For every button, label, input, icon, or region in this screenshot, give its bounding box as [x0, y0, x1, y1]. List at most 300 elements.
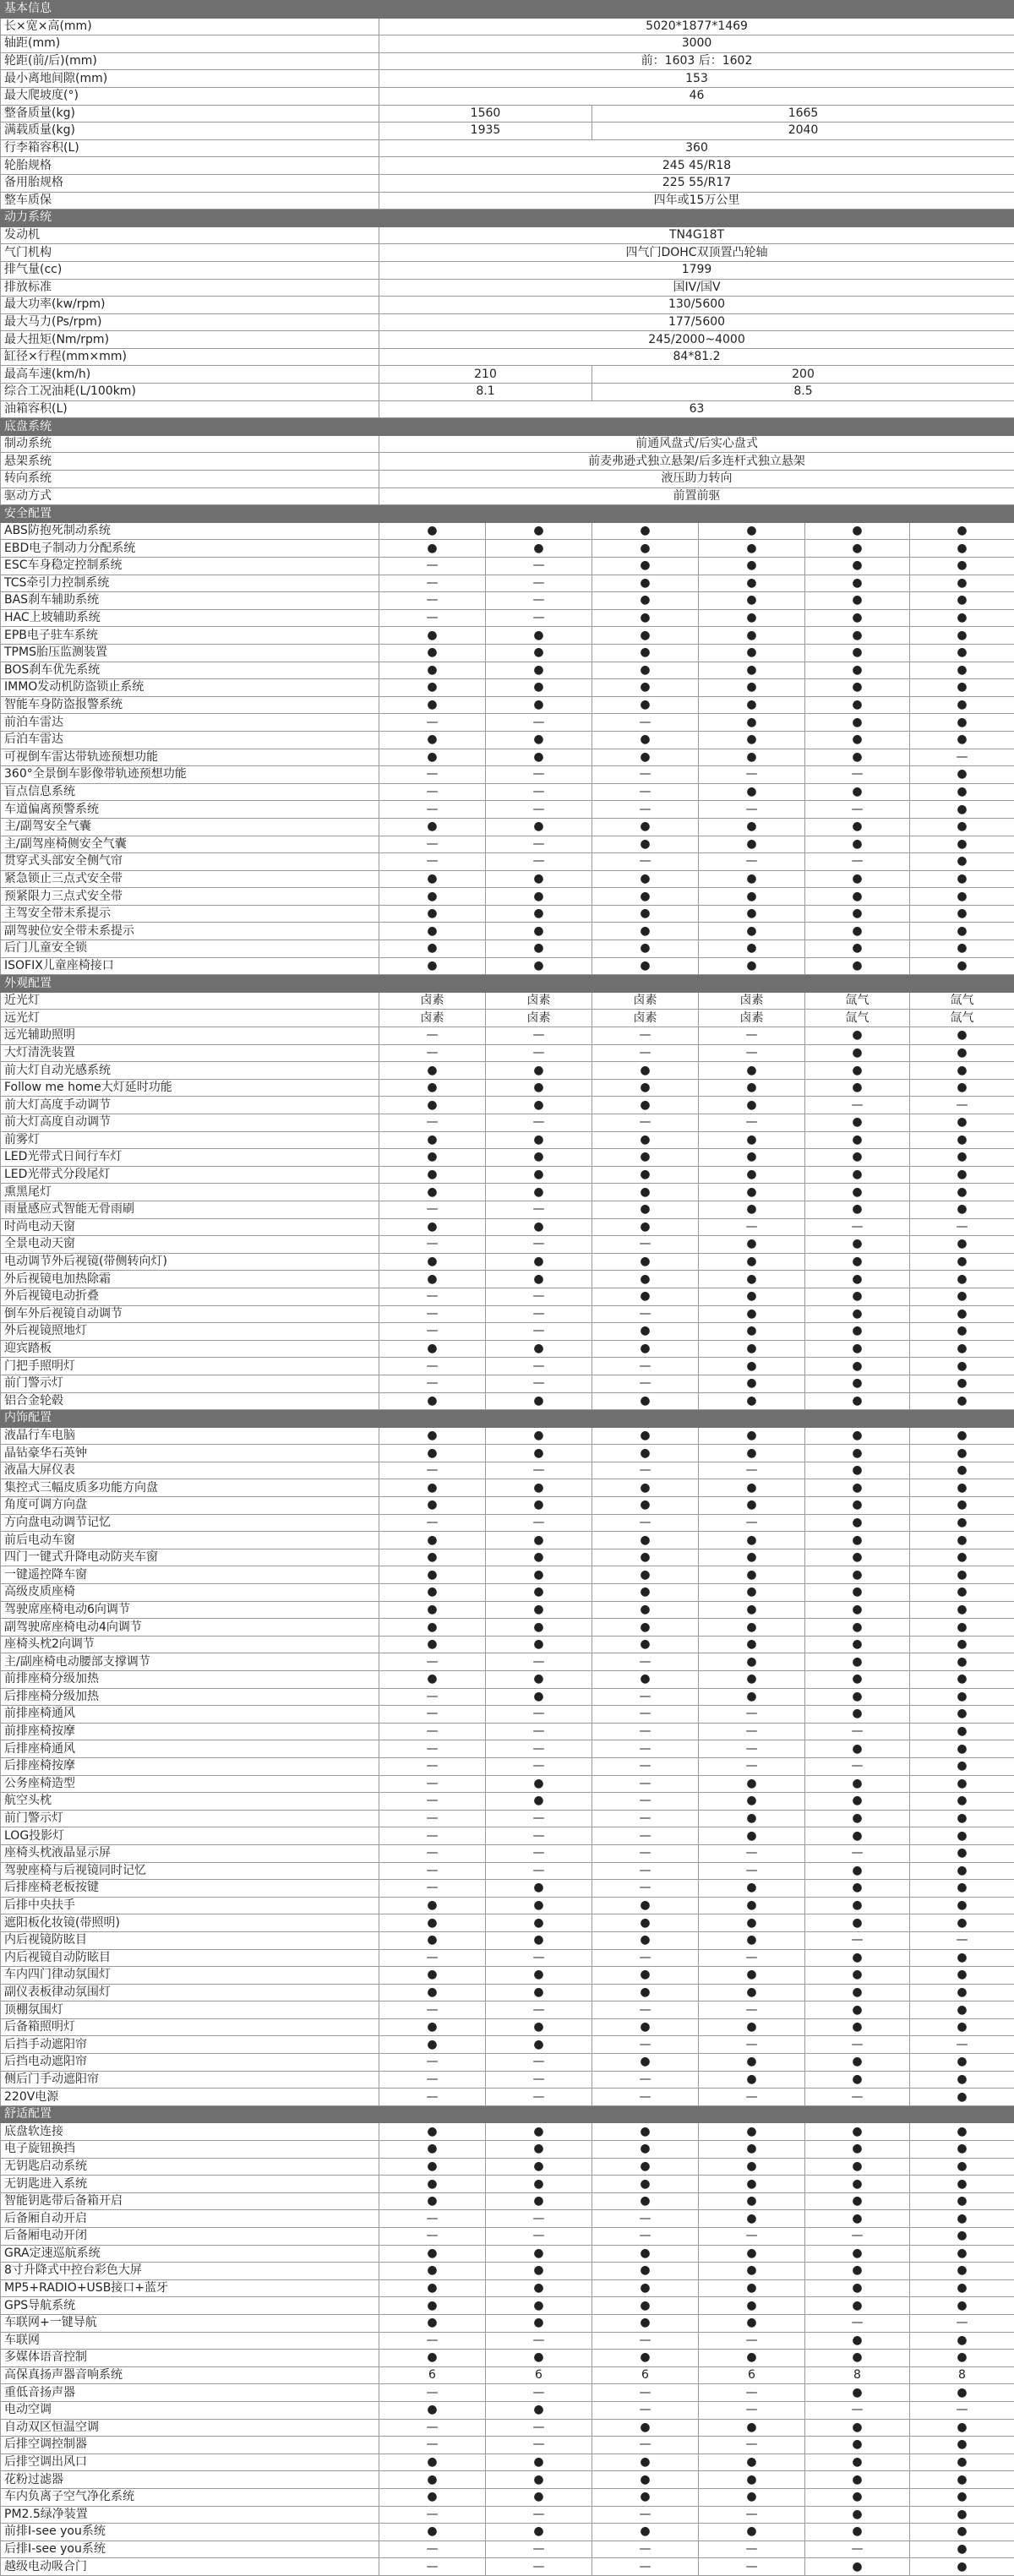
trim-value: ●: [910, 923, 1014, 940]
trim-value: —: [379, 766, 486, 784]
trim-value: ●: [486, 1497, 592, 1515]
trim-value: ●: [486, 2350, 592, 2367]
trim-value: ●: [486, 679, 592, 697]
trim-value: ●: [910, 1479, 1014, 1497]
trim-value: ●: [379, 940, 486, 958]
trim-value: ●: [805, 1532, 910, 1549]
trim-value: ●: [805, 2263, 910, 2280]
spec-label: 8寸升降式中控台彩色大屏: [1, 2263, 379, 2280]
trim-value: ●: [699, 1653, 805, 1671]
spec-row: [1, 1288, 1014, 1305]
trim-value: ●: [379, 1218, 486, 1236]
trim-value: —: [592, 1044, 699, 1062]
spec-row: [1, 1358, 1014, 1375]
trim-value: —: [379, 1844, 486, 1862]
spec-label: 车联网: [1, 2332, 379, 2350]
trim-value: ●: [592, 2488, 699, 2506]
trim-value: ●: [910, 2228, 1014, 2246]
trim-value: —: [486, 2332, 592, 2350]
trim-value: —: [486, 1375, 592, 1392]
trim-value: ●: [379, 662, 486, 679]
trim-value: ●: [592, 696, 699, 714]
trim-value: ●: [486, 905, 592, 923]
trim-value: ●: [486, 2488, 592, 2506]
trim-value: ●: [699, 2297, 805, 2315]
spec-label: LED光带式分段尾灯: [1, 1166, 379, 1184]
trim-value: ●: [699, 2054, 805, 2072]
trim-value: ●: [486, 1271, 592, 1288]
trim-value: ●: [910, 1497, 1014, 1515]
trim-value: ●: [805, 1445, 910, 1462]
spec-row: [1, 2366, 1014, 2384]
trim-value: ●: [805, 1949, 910, 1967]
spec-label: 车内负离子空气净化系统: [1, 2488, 379, 2506]
trim-value: ●: [910, 2419, 1014, 2437]
trim-value: —: [379, 2332, 486, 2350]
spec-row: [1, 2419, 1014, 2437]
spec-row: [1, 1253, 1014, 1271]
trim-value: ●: [910, 1027, 1014, 1045]
spec-row: [1, 2158, 1014, 2176]
trim-value: ●: [699, 679, 805, 697]
trim-value: ●: [699, 1671, 805, 1689]
spec-row: [1, 2071, 1014, 2089]
trim-value: —: [379, 1358, 486, 1375]
trim-value: —: [910, 1931, 1014, 1949]
spec-label: 最高车速(km/h): [1, 366, 379, 384]
spec-row: [1, 1757, 1014, 1775]
trim-value: —: [699, 1740, 805, 1758]
spec-label: 铝合金轮毂: [1, 1392, 379, 1410]
spec-label: 副仪表板律动氛围灯: [1, 1984, 379, 2001]
spec-label: 晶钻豪华石英钟: [1, 1445, 379, 1462]
trim-value: ●: [592, 2314, 699, 2332]
trim-value: ●: [486, 2141, 592, 2159]
spec-row: [1, 888, 1014, 906]
trim-value: ●: [592, 836, 699, 853]
spec-row: [1, 2279, 1014, 2297]
trim-value: 氙气: [910, 1010, 1014, 1027]
trim-value: ●: [910, 575, 1014, 592]
trim-value: ●: [379, 1079, 486, 1097]
spec-row: [1, 2210, 1014, 2228]
spec-label: 副驾驶位安全带未系提示: [1, 923, 379, 940]
spec-label: 内后视镜防眩目: [1, 1931, 379, 1949]
spec-label: 后排座椅按摩: [1, 1757, 379, 1775]
spec-label: 满载质量(kg): [1, 123, 379, 140]
trim-value: ●: [699, 836, 805, 853]
trim-value: ●: [486, 2314, 592, 2332]
trim-value: —: [486, 766, 592, 784]
trim-value: —: [379, 2210, 486, 2228]
trim-value: ●: [910, 2558, 1014, 2576]
spec-label: 综合工况油耗(L/100km): [1, 384, 379, 401]
spec-row: [1, 1149, 1014, 1167]
trim-value: ●: [910, 1271, 1014, 1288]
trim-value: ●: [910, 2054, 1014, 2072]
trim-value: ●: [592, 2123, 699, 2141]
spec-row: [1, 696, 1014, 714]
trim-value: ●: [805, 627, 910, 645]
trim-value: —: [805, 1757, 910, 1775]
spec-value: 200: [592, 366, 1014, 384]
trim-value: —: [592, 1775, 699, 1793]
trim-value: —: [486, 1827, 592, 1845]
trim-value: —: [805, 1844, 910, 1862]
trim-value: 6: [592, 2366, 699, 2384]
spec-label: 底盘软连接: [1, 2123, 379, 2141]
trim-value: ●: [699, 2018, 805, 2036]
trim-value: ●: [805, 522, 910, 540]
spec-value: 8.5: [592, 384, 1014, 401]
trim-value: ●: [910, 766, 1014, 784]
trim-value: 卤素: [592, 1010, 699, 1027]
trim-value: ●: [379, 627, 486, 645]
trim-value: —: [486, 2437, 592, 2454]
spec-label: 后备厢自动开启: [1, 2210, 379, 2228]
trim-value: ●: [699, 2524, 805, 2541]
trim-value: ●: [486, 1253, 592, 1271]
trim-value: —: [699, 853, 805, 871]
trim-value: ●: [805, 1044, 910, 1062]
trim-value: ●: [910, 836, 1014, 853]
trim-value: ●: [699, 1636, 805, 1653]
spec-value: 5020*1877*1469: [379, 18, 1014, 35]
spec-row: [1, 2332, 1014, 2350]
spec-row: [1, 992, 1014, 1010]
trim-value: ●: [805, 2437, 910, 2454]
trim-value: ●: [910, 2332, 1014, 2350]
trim-value: ●: [486, 1967, 592, 1985]
trim-value: —: [592, 1723, 699, 1740]
spec-label: 驾驶席座椅电动6向调节: [1, 1601, 379, 1619]
trim-value: ●: [910, 1358, 1014, 1375]
trim-value: ●: [805, 1549, 910, 1566]
trim-value: —: [699, 2558, 805, 2576]
spec-row: [1, 1201, 1014, 1218]
spec-label: 长×宽×高(mm): [1, 18, 379, 35]
trim-value: —: [486, 1810, 592, 1827]
trim-value: —: [379, 1757, 486, 1775]
trim-value: ●: [805, 1793, 910, 1811]
trim-value: —: [699, 1114, 805, 1132]
spec-label: 液晶行车电脑: [1, 1427, 379, 1445]
spec-row: [1, 2401, 1014, 2419]
trim-value: ●: [699, 1271, 805, 1288]
spec-row: [1, 2018, 1014, 2036]
trim-value: ●: [592, 1931, 699, 1949]
spec-label: 气门机构: [1, 244, 379, 262]
trim-value: ●: [379, 1131, 486, 1149]
trim-value: ●: [699, 749, 805, 766]
spec-label: 车道偏离预警系统: [1, 801, 379, 819]
trim-value: ●: [699, 1549, 805, 1566]
trim-value: ●: [592, 1445, 699, 1462]
trim-value: —: [379, 1775, 486, 1793]
trim-value: ●: [699, 1688, 805, 1706]
trim-value: ●: [486, 1984, 592, 2001]
trim-value: ●: [486, 2245, 592, 2263]
trim-value: —: [592, 1027, 699, 1045]
trim-value: ●: [379, 1931, 486, 1949]
trim-value: ●: [699, 923, 805, 940]
spec-label: GPS导航系统: [1, 2297, 379, 2315]
trim-value: —: [379, 609, 486, 627]
spec-label: 轮胎规格: [1, 157, 379, 175]
spec-label: 后备箱照明灯: [1, 2018, 379, 2036]
trim-value: ●: [592, 1984, 699, 2001]
trim-value: ●: [910, 2141, 1014, 2159]
trim-value: —: [379, 836, 486, 853]
trim-value: ●: [910, 1549, 1014, 1566]
trim-value: —: [379, 1862, 486, 1880]
spec-row: [1, 766, 1014, 784]
trim-value: ●: [486, 1445, 592, 1462]
spec-label: 前雾灯: [1, 1131, 379, 1149]
trim-value: ●: [486, 818, 592, 836]
trim-value: —: [379, 2054, 486, 2072]
trim-value: ●: [699, 818, 805, 836]
spec-label: 备用胎规格: [1, 174, 379, 192]
trim-value: ●: [910, 2123, 1014, 2141]
trim-value: ●: [379, 923, 486, 940]
trim-value: ●: [592, 1584, 699, 1602]
spec-row: [1, 644, 1014, 662]
trim-value: ●: [379, 1532, 486, 1549]
trim-value: ●: [910, 1636, 1014, 1653]
spec-label: 前门警示灯: [1, 1810, 379, 1827]
trim-value: ●: [699, 905, 805, 923]
spec-row: [1, 1566, 1014, 1584]
spec-label: EBD电子制动力分配系统: [1, 540, 379, 558]
trim-value: ●: [486, 2279, 592, 2297]
trim-value: ●: [592, 644, 699, 662]
trim-value: ●: [379, 749, 486, 766]
spec-value: 1560: [379, 105, 592, 123]
spec-value: 1799: [379, 261, 1014, 279]
trim-value: ●: [805, 1740, 910, 1758]
spec-label: EPB电子驻车系统: [1, 627, 379, 645]
trim-value: ●: [805, 888, 910, 906]
trim-value: ●: [699, 1584, 805, 1602]
trim-value: —: [379, 2071, 486, 2089]
trim-value: ●: [379, 2314, 486, 2332]
spec-label: 副驾驶席座椅电动4向调节: [1, 1619, 379, 1637]
spec-row: [1, 2089, 1014, 2106]
spec-row: [1, 471, 1014, 488]
trim-value: ●: [699, 540, 805, 558]
trim-value: —: [379, 2541, 486, 2558]
trim-value: ●: [805, 2054, 910, 2072]
trim-value: ●: [486, 696, 592, 714]
spec-label: 全景电动天窗: [1, 1236, 379, 1254]
spec-row: [1, 679, 1014, 697]
spec-label: 转向系统: [1, 471, 379, 488]
trim-value: —: [910, 1097, 1014, 1114]
trim-value: ●: [910, 2245, 1014, 2263]
spec-row: [1, 2245, 1014, 2263]
trim-value: ●: [486, 522, 592, 540]
spec-label: 主/副座椅电动腰部支撑调节: [1, 1653, 379, 1671]
trim-value: 8: [805, 2366, 910, 2384]
spec-row: [1, 870, 1014, 888]
trim-value: ●: [805, 1462, 910, 1479]
trim-value: —: [805, 1931, 910, 1949]
trim-value: —: [699, 2332, 805, 2350]
trim-value: —: [379, 1323, 486, 1341]
trim-value: ●: [805, 1062, 910, 1080]
spec-row: [1, 2453, 1014, 2471]
trim-value: ●: [805, 1375, 910, 1392]
trim-value: ●: [592, 1131, 699, 1149]
trim-value: ●: [699, 714, 805, 732]
spec-row: [1, 261, 1014, 279]
spec-row: [1, 313, 1014, 331]
spec-value: 63: [379, 400, 1014, 418]
spec-row: [1, 192, 1014, 210]
trim-value: 卤素: [486, 1010, 592, 1027]
spec-label: 驾驶座椅与后视镜同时记忆: [1, 1862, 379, 1880]
trim-value: —: [486, 2001, 592, 2019]
trim-value: ●: [910, 1671, 1014, 1689]
spec-row: [1, 905, 1014, 923]
trim-value: —: [592, 2558, 699, 2576]
trim-value: ●: [486, 1688, 592, 1706]
spec-row: [1, 279, 1014, 297]
trim-value: ●: [805, 2297, 910, 2315]
trim-value: ●: [486, 1566, 592, 1584]
trim-value: —: [592, 1757, 699, 1775]
trim-value: ●: [699, 1619, 805, 1637]
trim-value: ●: [592, 522, 699, 540]
spec-row: [1, 1914, 1014, 1932]
trim-value: ●: [379, 1253, 486, 1271]
spec-label: 前门警示灯: [1, 1375, 379, 1392]
trim-value: ●: [592, 905, 699, 923]
trim-value: ●: [379, 1271, 486, 1288]
spec-row: [1, 1810, 1014, 1827]
trim-value: ●: [805, 1340, 910, 1358]
trim-value: ●: [379, 1097, 486, 1114]
trim-value: ●: [805, 1636, 910, 1653]
trim-value: —: [592, 801, 699, 819]
trim-value: ●: [805, 905, 910, 923]
trim-value: —: [805, 2401, 910, 2419]
trim-value: ●: [699, 2071, 805, 2089]
spec-label: 内后视镜自动防眩目: [1, 1949, 379, 1967]
trim-value: ●: [910, 801, 1014, 819]
trim-value: —: [910, 749, 1014, 766]
section-title: 安全配置: [1, 505, 1014, 523]
trim-value: ●: [699, 558, 805, 575]
trim-value: ●: [592, 1271, 699, 1288]
trim-value: ●: [699, 1497, 805, 1515]
trim-value: ●: [805, 2506, 910, 2524]
spec-label: 轮距(前/后)(mm): [1, 52, 379, 70]
trim-value: —: [486, 1305, 592, 1323]
trim-value: —: [379, 1793, 486, 1811]
trim-value: ●: [379, 1636, 486, 1653]
trim-value: —: [379, 575, 486, 592]
spec-label: 轴距(mm): [1, 35, 379, 53]
trim-value: ●: [486, 1601, 592, 1619]
trim-value: ●: [805, 1392, 910, 1410]
trim-value: ●: [486, 1479, 592, 1497]
trim-value: —: [486, 558, 592, 575]
spec-label: 外后视镜电动折叠: [1, 1288, 379, 1305]
trim-value: ●: [699, 1358, 805, 1375]
spec-row: [1, 1688, 1014, 1706]
trim-value: ●: [805, 2471, 910, 2489]
trim-value: ●: [910, 1949, 1014, 1967]
trim-value: ●: [486, 2176, 592, 2193]
trim-value: —: [379, 2001, 486, 2019]
trim-value: ●: [379, 2401, 486, 2419]
trim-value: ●: [486, 1584, 592, 1602]
spec-label: 公务座椅造型: [1, 1775, 379, 1793]
spec-value: 153: [379, 70, 1014, 88]
trim-value: —: [486, 853, 592, 871]
trim-value: ●: [592, 558, 699, 575]
trim-value: ●: [805, 1358, 910, 1375]
trim-value: ●: [910, 2453, 1014, 2471]
trim-value: ●: [699, 1827, 805, 1845]
trim-value: ●: [805, 1880, 910, 1898]
trim-value: —: [379, 1688, 486, 1706]
trim-value: ●: [592, 2350, 699, 2367]
trim-value: ●: [910, 696, 1014, 714]
trim-value: —: [486, 592, 592, 610]
spec-value: 国IV/国V: [379, 279, 1014, 297]
trim-value: ●: [486, 870, 592, 888]
trim-value: —: [805, 2228, 910, 2246]
trim-value: ●: [486, 2524, 592, 2541]
trim-value: —: [699, 801, 805, 819]
trim-value: ●: [592, 2453, 699, 2471]
trim-value: ●: [910, 2158, 1014, 2176]
trim-value: ●: [910, 1584, 1014, 1602]
trim-value: ●: [592, 2192, 699, 2210]
section-title: 内饰配置: [1, 1410, 1014, 1428]
trim-value: —: [486, 783, 592, 801]
trim-value: 6: [486, 2366, 592, 2384]
trim-value: ●: [379, 2141, 486, 2159]
trim-value: 6: [699, 2366, 805, 2384]
trim-value: ●: [910, 2384, 1014, 2402]
trim-value: —: [805, 2314, 910, 2332]
trim-value: ●: [699, 2245, 805, 2263]
trim-value: ●: [486, 1131, 592, 1149]
trim-value: —: [592, 766, 699, 784]
trim-value: ●: [910, 1392, 1014, 1410]
spec-row: [1, 52, 1014, 70]
trim-value: ●: [592, 1166, 699, 1184]
trim-value: ●: [805, 1827, 910, 1845]
spec-row: [1, 2263, 1014, 2280]
spec-label: GRA定速巡航系统: [1, 2245, 379, 2263]
spec-value: 84*81.2: [379, 348, 1014, 366]
trim-value: —: [486, 1201, 592, 1218]
trim-value: ●: [910, 714, 1014, 732]
trim-value: ●: [805, 714, 910, 732]
trim-value: ●: [805, 2158, 910, 2176]
spec-label: 后排空调控制器: [1, 2437, 379, 2454]
spec-row: [1, 157, 1014, 175]
spec-label: LED光带式日间行车灯: [1, 1149, 379, 1167]
trim-value: ●: [486, 2297, 592, 2315]
trim-value: ●: [699, 1149, 805, 1167]
trim-value: ●: [805, 540, 910, 558]
